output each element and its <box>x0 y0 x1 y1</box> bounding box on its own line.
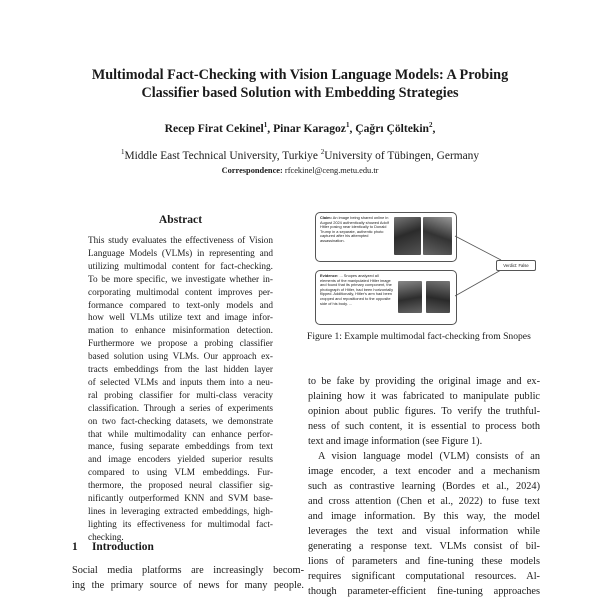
abstract-line: Language Models (VLMs) in representing and <box>88 248 273 259</box>
abstract-line: Furthermore we propose a probing classifier <box>88 339 273 350</box>
abstract-line: based solution using VLMs. Our approach ex- <box>88 352 273 363</box>
section-title: Introduction <box>92 541 154 553</box>
paper-title-line-2: Classifier based Solution with Embedding Strategies <box>141 85 459 101</box>
abstract-line: mation to enhance misinformation detection. <box>88 326 273 337</box>
verdict-value: False <box>518 263 529 268</box>
author-list: Recep Firat Cekinel$^1$, Pinar Karagoz$^1$, Çağrı Çöltekin$^2$, <box>164 121 436 135</box>
body-line: requires significant computational resources. Al- <box>308 571 540 582</box>
abstract-line: on two fact-checking datasets, we demonstrate <box>88 416 273 427</box>
body-line: A vision language model (VLM) consists of an <box>318 451 540 462</box>
body-line: generating a response text. VLMs consist of bil- <box>308 541 540 552</box>
affiliation-number: 1 <box>120 148 125 157</box>
abstract-line: To be more specific, we investigate whether in- <box>88 274 273 285</box>
figure-caption: Figure 1: Example multimodal fact-checking from Snopes <box>307 331 531 342</box>
abstract-line: formance compared to text-only models and <box>88 300 273 311</box>
body-line: such as contrastive learning (Bordes et al., 2024) <box>308 481 540 492</box>
figure-1 <box>313 210 531 328</box>
body-line: text and image information (see Figure 1). <box>308 436 483 447</box>
affiliation-number: 2 <box>320 148 325 157</box>
abstract-line: that while multimodality can enhance perfor- <box>88 429 273 440</box>
body-line: leverages the text and visual information while <box>308 526 540 537</box>
author-name: Pinar Karagoz <box>273 122 346 135</box>
abstract-line: how well VLMs utilize text and image infor- <box>88 313 273 324</box>
body-line: opinion about public figures. To verify the truthful- <box>308 406 540 417</box>
evidence-label: Evidence: <box>320 273 339 278</box>
abstract-line: lines in leveraging extracted embeddings, high- <box>88 506 273 517</box>
paper-title <box>40 66 560 102</box>
body-line: to be fake by providing the original image and ex- <box>308 376 540 387</box>
body-line: and cross attention (Chen et al., 2022) to fuse text <box>308 496 540 507</box>
body-line: and image information. By this way, the model <box>308 511 540 522</box>
abstract-line: thermore, the proposed neural classifier sig- <box>88 481 273 492</box>
correspondence-label: Correspondence: <box>221 166 283 175</box>
paper-title-line-1: Multimodal Fact-Checking with Vision Language Models: A Probing <box>91 67 509 83</box>
claim-label: Claim: <box>320 215 332 220</box>
abstract-line: compared to using VLM embeddings. Fur- <box>88 468 273 479</box>
abstract-line: classification. Through a series of experiments <box>88 403 273 414</box>
affiliations <box>40 150 560 162</box>
abstract-line: and image encoders yielded superior results <box>88 455 273 466</box>
body-line: ness of such content, it is essential to process both <box>308 421 540 432</box>
claim-connector <box>455 236 501 260</box>
intro-line: Social media platforms are increasingly becom- <box>72 565 304 576</box>
abstract-line: utilizing multimodal content for fact-checking. <box>88 261 273 272</box>
claim-body: An image being shared online in August 2024 authentically showed Adolf Hitler posing near identically to Donald Trump in a separate, authentic photo captured after his attempted assassination. <box>320 215 389 243</box>
affiliation-name: University of Tübingen, Germany <box>324 150 480 162</box>
section-number: 1 <box>72 541 78 553</box>
affiliation-name: Middle East Technical University, Turkiye <box>124 150 318 162</box>
body-line: image encoder, a text encoder and a mechanism <box>308 466 540 477</box>
abstract-line: tracts embeddings from the last hidden layer <box>88 365 273 375</box>
body-line: plaining how it was fabricated to manipulate public <box>308 391 540 402</box>
author-affiliation-mark: 1 <box>263 121 268 130</box>
evidence-connector <box>455 270 501 296</box>
body-line: though parameter-efficient fine-tuning approaches <box>308 586 540 597</box>
author-name: Çağrı Çöltekin <box>355 122 429 135</box>
author-affiliation-mark: 1 <box>345 121 350 130</box>
abstract-line: corporating multimodal content improves per- <box>88 287 273 298</box>
author-affiliation-mark: 2 <box>429 121 433 130</box>
abstract-line: ral probing classifier for multi-class veracity <box>88 390 273 401</box>
body-line: lions of parameters and fine-tuning these models <box>308 556 540 567</box>
author-name: Recep Firat Cekinel <box>164 122 264 135</box>
abstract-line: checking. <box>88 532 124 543</box>
abstract-line: nificantly outperformed KNN and SVM base- <box>88 494 273 504</box>
abstract-line: mance, fusing separate embeddings from text <box>88 442 273 453</box>
verdict-label: Verdict: <box>503 263 518 268</box>
abstract-line: This study evaluates the effectiveness of Vision <box>88 236 273 246</box>
abstract-line: lighting its effectiveness for multimodal fact- <box>88 519 273 530</box>
section-heading-introduction <box>72 541 154 553</box>
intro-line: ing the primary source of news for many people. <box>72 580 304 591</box>
evidence-body: ... Snopes analyzed all elements of the manipulated Hitler image and found that its primary component, the photograph of Hitler, had been horizontally flipped. Additionally, Hitler's arm had been cropped and repositioned to the opposite side of his body. ... <box>320 273 394 306</box>
correspondence <box>40 166 560 175</box>
abstract-line: of selected VLMs and inputs them into a neu- <box>88 377 273 388</box>
verdict-box <box>496 260 536 271</box>
correspondence-email[interactable]: rfcekinel@ceng.metu.edu.tr <box>284 166 379 175</box>
abstract-heading: Abstract <box>158 213 203 226</box>
